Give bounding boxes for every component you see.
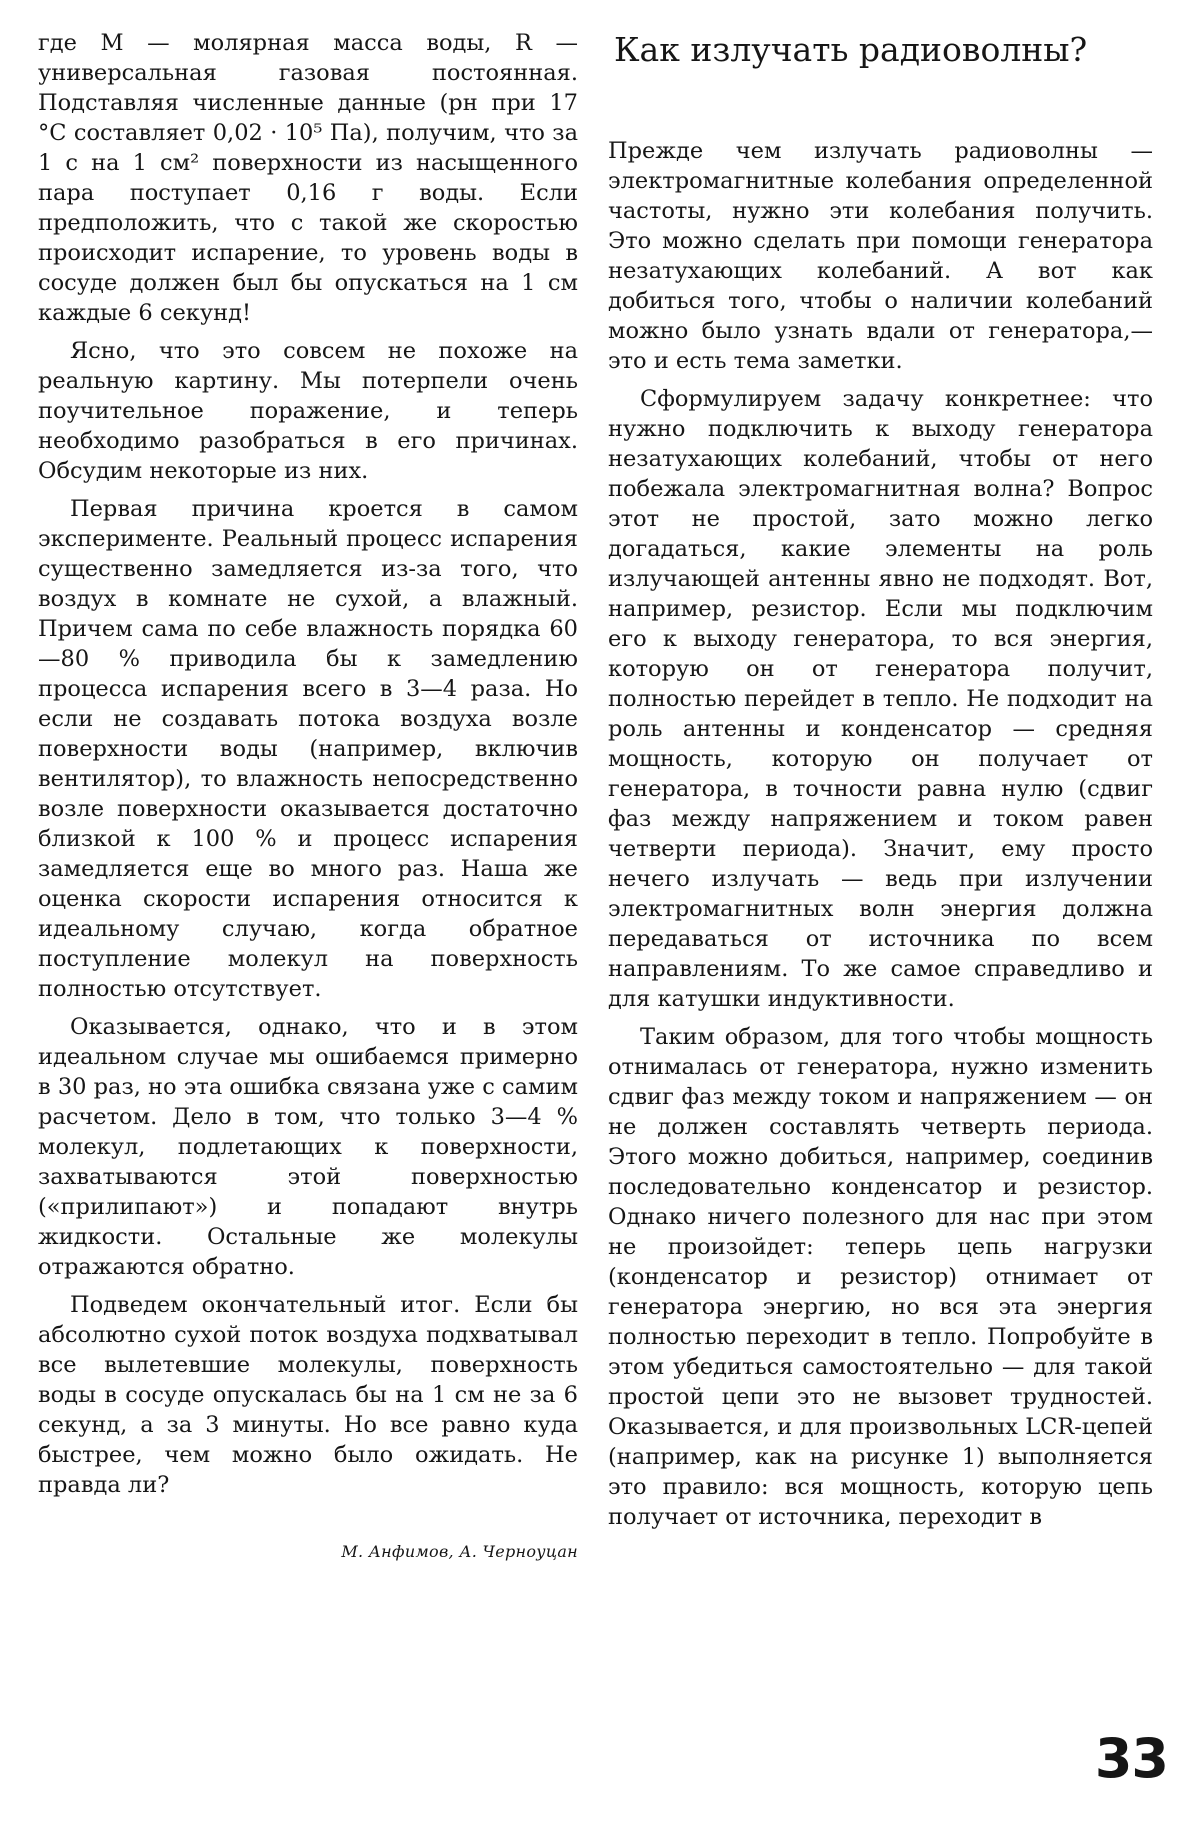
paragraph: Подведем окончательный итог. Если бы абсолютно сухой поток воздуха подхватывал все вылетевшие молекулы, поверхность воды в сосуде опускалась бы на 1 см не за 6 секунд, а за 3 минуты. Но все равно куда быстрее, чем можно было ожидать. Не правда ли?	[38, 1292, 578, 1498]
paragraph: где M — молярная масса воды, R — универсальная газовая постоянная. Подставляя численные данные (pн при 17 °С составляет 0,02 · 10⁵ Па), получим, что за 1 с на 1 см² поверхности из насыщенного пара поступает 0,16 г воды. Если предположить, что с такой же скоростью происходит испарение, то уровень воды в сосуде должен был бы опускаться на 1 см каждые 6 секунд!	[38, 30, 578, 326]
left-column	[38, 28, 578, 1561]
paragraph: Таким образом, для того чтобы мощность отнималась от генератора, нужно изменить сдвиг фаз между током и напряжением — он не должен составлять четверть периода. Этого можно добиться, например, соединив последовательно конденсатор и резистор. Однако ничего полезного для нас при этом не произойдет: теперь цепь нагрузки (конденсатор и резистор) отнимает от генератора энергию, но вся эта энергия полностью переходит в тепло. Попробуйте в этом убедиться самостоятельно — для такой простой цепи это не вызовет трудностей. Оказывается, и для произвольных LCR-цепей (например, как на рисунке 1) выполняется это правило: вся мощность, которую цепь получает от источника, переходит в	[608, 1024, 1153, 1530]
right-column	[608, 28, 1153, 1540]
article-title: Как излучать радиоволны?	[614, 30, 1088, 69]
page-number: 33	[1094, 1727, 1168, 1790]
paragraph: Ясно, что это совсем не похоже на реальную картину. Мы потерпели очень поучительное поражение, и теперь необходимо разобраться в его причинах. Обсудим некоторые из них.	[38, 338, 578, 484]
author-signature: М. Анфимов, А. Черноуцан	[341, 1542, 578, 1561]
paragraph: Первая причина кроется в самом эксперименте. Реальный процесс испарения существенно замедляется из-за того, что воздух в комнате не сухой, а влажный. Причем сама по себе влажность порядка 60—80 % приводила бы к замедлению процесса испарения всего в 3—4 раза. Но если не создавать потока воздуха возле поверхности воды (например, включив вентилятор), то влажность непосредственно возле поверхности оказывается достаточно близкой к 100 % и процесс испарения замедляется еще во много раз. Наша же оценка скорости испарения относится к идеальному случаю, когда обратное поступление молекул на поверхность полностью отсутствует.	[38, 496, 578, 1002]
paragraph: Прежде чем излучать радиоволны — электромагнитные колебания определенной частоты, нужно эти колебания получить. Это можно сделать при помощи генератора незатухающих колебаний. А вот как добиться того, чтобы о наличии колебаний можно было узнать вдали от генератора,— это и есть тема заметки.	[608, 138, 1153, 374]
paragraph: Оказывается, однако, что и в этом идеальном случае мы ошибаемся примерно в 30 раз, но эта ошибка связана уже с самим расчетом. Дело в том, что только 3—4 % молекул, подлетающих к поверхности, захватываются этой поверхностью («прилипают») и попадают внутрь жидкости. Остальные же молекулы отражаются обратно.	[38, 1014, 578, 1280]
paragraph: Сформулируем задачу конкретнее: что нужно подключить к выходу генератора незатухающих колебаний, чтобы от него побежала электромагнитная волна? Вопрос этот не простой, зато можно легко догадаться, какие элементы на роль излучающей антенны явно не подходят. Вот, например, резистор. Если мы подключим его к выходу генератора, то вся энергия, которую он от генератора получит, полностью перейдет в тепло. Не подходит на роль антенны и конденсатор — средняя мощность, которую он получает от генератора, в точности равна нулю (сдвиг фаз между напряжением и током равен четверти периода). Значит, ему просто нечего излучать — ведь при излучении электромагнитных волн энергия должна передаваться от источника по всем направлениям. То же самое справедливо и для катушки индуктивности.	[608, 386, 1153, 1012]
